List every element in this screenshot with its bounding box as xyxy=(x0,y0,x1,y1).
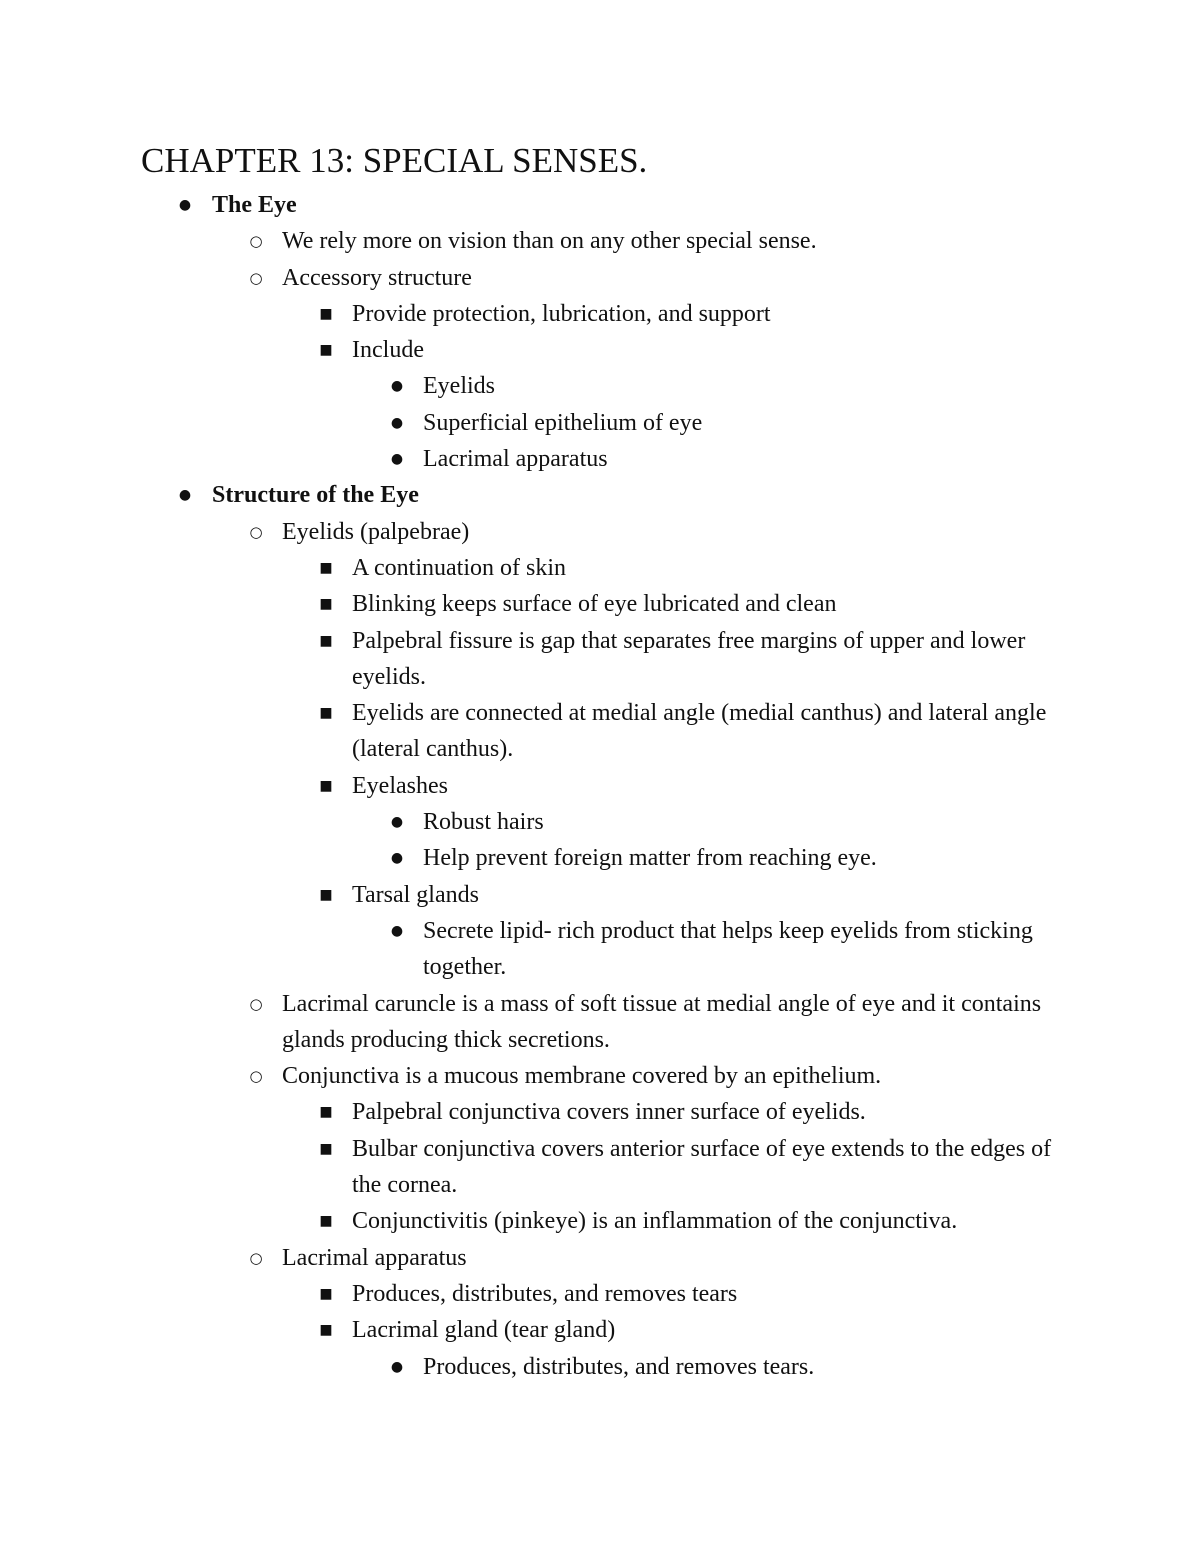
outline-item-level-2 xyxy=(0,260,1062,296)
outline-item-text: Bulbar conjunctiva covers anterior surface of eye extends to the edges of the cornea. xyxy=(352,1135,1052,1199)
outline-item-level-3 xyxy=(0,695,1062,768)
outline-item-level-3 xyxy=(0,768,1062,804)
square-bullet-icon: ■ xyxy=(319,1213,333,1230)
outline-item-level-2 xyxy=(0,1058,1062,1094)
outline-item-level-3 xyxy=(0,586,1062,622)
outline-item-level-2 xyxy=(0,514,1062,550)
outline-item-level-3 xyxy=(0,1131,1062,1204)
outline-item-level-3 xyxy=(0,296,1062,332)
outline-item-text: Lacrimal apparatus xyxy=(282,1244,467,1271)
outline-item-level-3 xyxy=(0,1276,1062,1312)
square-bullet-icon: ■ xyxy=(319,596,333,613)
outline-item-text: Secrete lipid- rich product that helps keep eyelids from sticking together. xyxy=(423,917,1033,981)
disc-bullet-icon: ● xyxy=(390,451,404,468)
outline-item-level-3 xyxy=(0,877,1062,913)
square-bullet-icon: ■ xyxy=(319,1140,333,1157)
disc-bullet-icon: ● xyxy=(390,414,404,431)
outline-item-level-3 xyxy=(0,550,1062,586)
outline-item-level-1 xyxy=(0,187,1062,223)
disc-bullet-icon: ● xyxy=(178,197,192,213)
outline-item-text: Lacrimal gland (tear gland) xyxy=(352,1317,616,1344)
outline-item-level-2 xyxy=(0,986,1062,1059)
outline-item-level-1 xyxy=(0,477,1062,513)
circle-bullet-icon: ○ xyxy=(249,522,263,541)
outline-item-text: Produces, distributes, and removes tears. xyxy=(423,1353,815,1380)
outline-item-level-4 xyxy=(0,1349,1063,1385)
outline-item-text: Provide protection, lubrication, and support xyxy=(352,300,771,327)
outline-list xyxy=(0,187,1200,1385)
outline-item-text: Eyelids xyxy=(423,373,495,400)
circle-bullet-icon: ○ xyxy=(249,1248,263,1267)
disc-bullet-icon: ● xyxy=(178,487,192,504)
outline-item-text: Eyelids are connected at medial angle (medial canthus) and lateral angle (lateral canthus). xyxy=(352,700,1047,763)
outline-item-text: Help prevent foreign matter from reaching eye. xyxy=(423,845,877,872)
outline-item-text: Superficial epithelium of eye xyxy=(423,409,703,436)
square-bullet-icon: ■ xyxy=(319,777,333,794)
outline-item-level-3 xyxy=(0,1094,1062,1130)
outline-item-text: Palpebral fissure is gap that separates free margins of upper and lower eyelids. xyxy=(352,627,1026,690)
outline-item-level-2 xyxy=(0,1240,1062,1276)
outline-item-text: The Eye xyxy=(212,192,297,218)
outline-item-level-4 xyxy=(0,804,1063,840)
chapter-title: CHAPTER 13: SPECIAL SENSES. xyxy=(141,141,648,180)
outline-item-text: Include xyxy=(352,337,424,364)
outline-item-level-2 xyxy=(0,223,1062,259)
outline-item-text: Tarsal glands xyxy=(352,881,479,908)
disc-bullet-icon: ● xyxy=(390,814,404,831)
disc-bullet-icon: ● xyxy=(390,922,404,939)
outline-item-level-4 xyxy=(0,368,1063,404)
square-bullet-icon: ■ xyxy=(319,705,333,722)
outline-item-level-3 xyxy=(0,623,1062,696)
outline-item-text: Palpebral conjunctiva covers inner surface of eyelids. xyxy=(352,1099,866,1126)
square-bullet-icon: ■ xyxy=(319,342,333,359)
outline-item-text: Structure of the Eye xyxy=(212,482,419,509)
circle-bullet-icon: ○ xyxy=(249,232,263,251)
square-bullet-icon: ■ xyxy=(319,886,333,903)
circle-bullet-icon: ○ xyxy=(249,268,263,287)
outline-item-level-3 xyxy=(0,1203,1062,1239)
square-bullet-icon: ■ xyxy=(319,1322,333,1339)
outline-item-text: Accessory structure xyxy=(282,264,472,291)
square-bullet-icon: ■ xyxy=(319,632,333,649)
outline-item-text: Blinking keeps surface of eye lubricated and clean xyxy=(352,591,837,618)
outline-item-text: We rely more on vision than on any other special sense. xyxy=(282,228,817,255)
outline-item-level-3 xyxy=(0,1312,1062,1348)
outline-item-text: Produces, distributes, and removes tears xyxy=(352,1280,738,1307)
circle-bullet-icon: ○ xyxy=(249,1067,263,1086)
outline-item-text: Robust hairs xyxy=(423,809,544,836)
outline-item-level-4 xyxy=(0,840,1063,876)
outline-item-level-4 xyxy=(0,441,1063,477)
outline-item-level-4 xyxy=(0,913,1063,986)
outline-item-level-4 xyxy=(0,405,1063,441)
square-bullet-icon: ■ xyxy=(319,559,333,576)
outline-item-text: Conjunctivitis (pinkeye) is an inflammation of the conjunctiva. xyxy=(352,1208,958,1235)
outline-item-text: Eyelashes xyxy=(352,772,448,799)
disc-bullet-icon: ● xyxy=(390,378,404,395)
outline-item-text: Lacrimal caruncle is a mass of soft tissue at medial angle of eye and it contains glands producing thick secretions. xyxy=(282,990,1042,1053)
square-bullet-icon: ■ xyxy=(319,1285,333,1302)
disc-bullet-icon: ● xyxy=(390,850,404,867)
outline-item-text: Eyelids (palpebrae) xyxy=(282,518,470,545)
outline-item-text: Conjunctiva is a mucous membrane covered by an epithelium. xyxy=(282,1063,882,1090)
square-bullet-icon: ■ xyxy=(319,1104,333,1121)
outline-item-text: A continuation of skin xyxy=(352,554,566,581)
outline-item-level-3 xyxy=(0,332,1062,368)
outline-item-text: Lacrimal apparatus xyxy=(423,446,608,473)
circle-bullet-icon: ○ xyxy=(249,994,263,1013)
square-bullet-icon: ■ xyxy=(319,305,333,322)
disc-bullet-icon: ● xyxy=(390,1358,404,1375)
